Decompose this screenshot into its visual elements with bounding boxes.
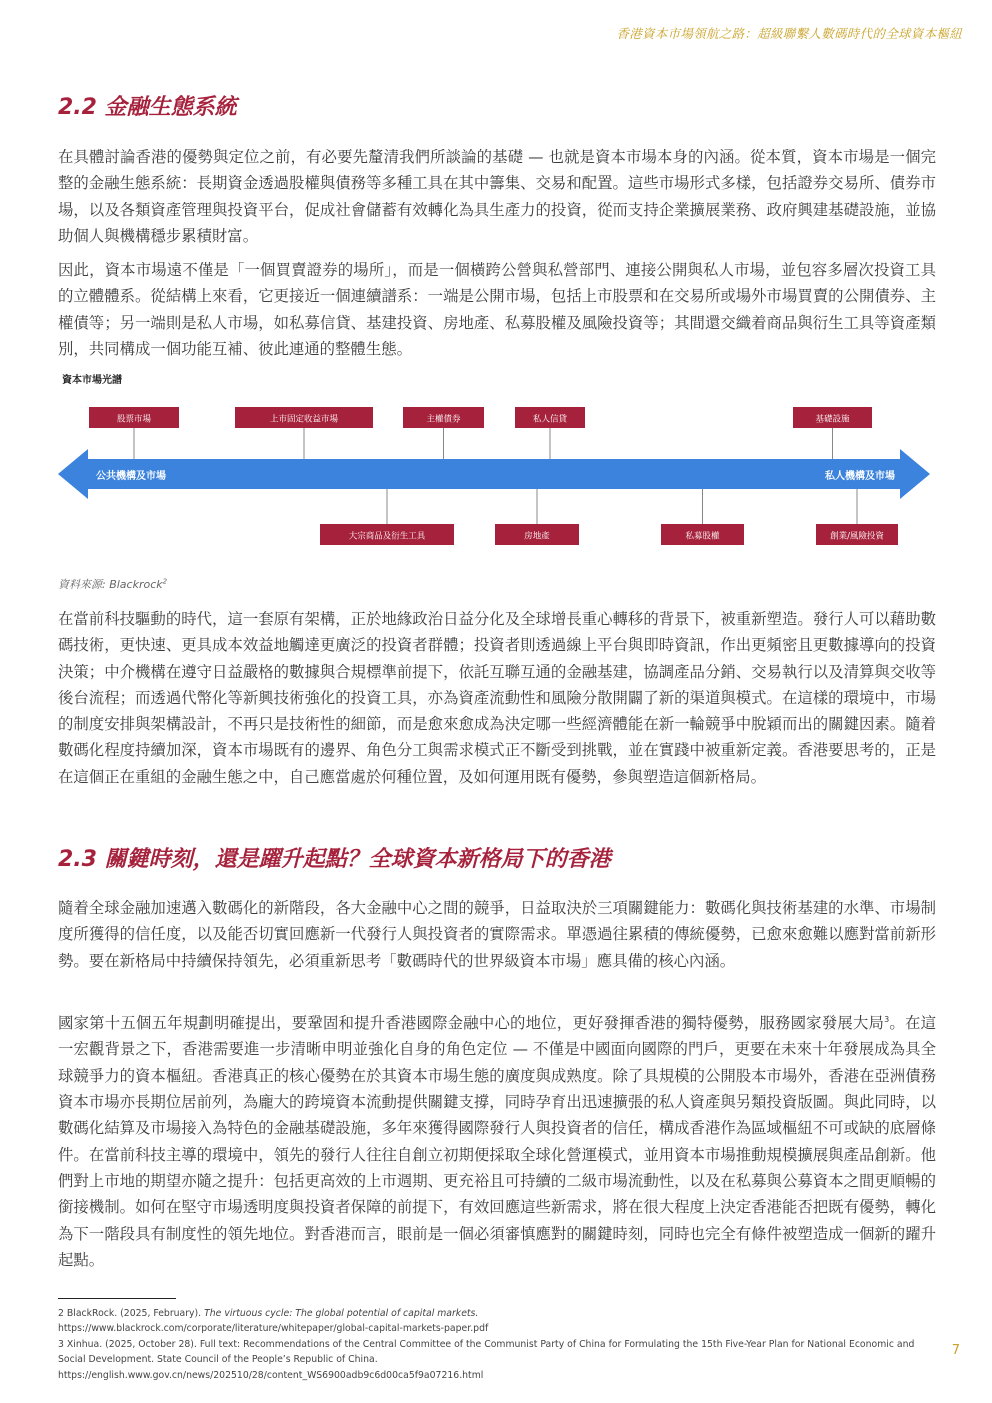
- footnote-3: 3 Xinhua. (2025, October 28). Full text: Recommendations of the Central Committee of the Communist Party of China for Formulating the 15th Five-Year Plan for National Economic and Social Development. State Council of the People’s Republic of China.: [58, 1338, 915, 1366]
- spectrum-arrow: [58, 449, 930, 499]
- spectrum-title: 資本市場光譜: [62, 375, 122, 386]
- spectrum-top-tag-label-4: 基礎設施: [815, 414, 850, 425]
- footnote-ref-3[interactable]: 3: [884, 1015, 890, 1024]
- page-number: 7: [951, 1343, 960, 1358]
- spectrum-bottom-tag-label-3: 創業/風險投資: [830, 531, 884, 542]
- spectrum-top-tag-label-0: 股票市場: [116, 414, 152, 425]
- spectrum-bottom-tag-label-1: 房地產: [524, 531, 550, 542]
- paragraph-competition: 隨着全球金融加速邁入數碼化的新階段，各大金融中心之間的競爭，日益取決於三項關鍵能力：數碼化與技術基建的水準、市場制度所獲得的信任度，以及能否切實回應新一代發行人與投資者的實際需求。單憑過往累積的傳統優勢，已愈來愈難以應對當前新形勢。要在新格局中持續保持領先，必須重新思考「數碼時代的世界級資本市場」應具備的核心內涵。: [58, 899, 936, 970]
- spectrum-left-label: 公共機構及市場: [96, 471, 166, 482]
- spectrum-top-tag-label-1: 上市固定收益市場: [269, 414, 339, 425]
- section-heading-2-3: 2.3 關鍵時刻，還是躍升起點？全球資本新格局下的香港: [58, 847, 611, 872]
- spectrum-right-label: 私人機構及市場: [825, 471, 895, 482]
- spectrum-bottom-tag-label-2: 私募股權: [685, 531, 720, 542]
- paragraph-ecosystem-intro: 在具體討論香港的優勢與定位之前，有必要先釐清我們所談論的基礎 — 也就是資本市場本身的內涵。從本質，資本市場是一個完整的金融生態系統：長期資金透過股權與債務等多種工具在其中籌集、交易和配置。這些市場形式多樣，包括證券交易所、債券市場，以及各類資產管理與投資平台，促成社會儲蓄有效轉化為具生產力的投資，從而支持企業擴展業務、政府興建基礎設施，並協助個人與機構穩步累積財富。: [58, 148, 936, 245]
- spectrum-top-tag-label-2: 主權債券: [426, 414, 461, 425]
- footnote-2-url[interactable]: https://www.blackrock.com/corporate/literature/whitepaper/global-capital-markets-paper.pdf: [58, 1323, 489, 1335]
- paragraph-five-year-plan: 國家第十五個五年規劃明確提出，要鞏固和提升香港國際金融中心的地位，更好發揮香港的獨特優勢，服務國家發展大局$^3$。在這一宏觀背景之下，香港需要進一步清晰申明並強化自身的角色定位 — 不僅是中國面向國際的門戶，更要在未來十年發展成為具全球競爭力的資本樞紐。香港真正的核心優勢在於其資本市場生態的廣度與成熟度。除了具規模的公開股本市場外，香港在亞洲債務資本市場亦長期位居前列，為龐大的跨境資本流動提供關鍵支撐，同時孕育出迅速擴張的私人資產與另類投資版圖。與此同時，以數碼化結算及市場接入為特色的金融基礎設施，多年來獲得國際發行人與投資者的信任，構成香港作為區域樞紐不可或缺的底層條件。在當前科技主導的環境中，領先的發行人往往自創立初期便採取全球化營運模式，並用資本市場推動規模擴展與產品創新。他們對上市地的期望亦隨之提升：包括更高效的上市週期、更充裕且可持續的二級市場流動性，以及在私募與公募資本之間更順暢的銜接機制。如何在堅守市場透明度與投資者保障的前提下，有效回應這些新需求，將在很大程度上決定香港能否把既有優勢，轉化為下一階段具有制度性的領先地位。對香港而言，眼前是一個必須審慎應對的關鍵時刻，同時也完全有條件被塑造成一個新的躍升起點。: [58, 1014, 936, 1269]
- chart-source: 資料來源: Blackrock$^2$: [58, 577, 168, 591]
- capital-markets-spectrum-diagram: [58, 402, 938, 552]
- paragraph-spectrum-intro: 因此，資本市場遠不僅是「一個買賣證券的場所」，而是一個橫跨公營與私營部門、連接公開與私人市場，並包容多層次投資工具的立體體系。從結構上來看，它更接近一個連續譜系：一端是公開市場，包括上市股票和在交易所或場外市場買賣的公開債券、主權債等；另一端則是私人市場，如私募信貸、基建投資、房地產、私募股權及風險投資等；其間還交織着商品與衍生工具等資產類別，共同構成一個功能互補、彼此連通的整體生態。: [58, 261, 936, 358]
- footnote-2: 2 BlackRock. (2025, February). The virtuous cycle: The global potential of capital markets.: [58, 1308, 479, 1319]
- footnote-3-url[interactable]: https://english.www.gov.cn/news/202510/28/content_WS6900adb9c6d00ca5f9a07216.html: [58, 1369, 484, 1381]
- spectrum-top-tag-label-3: 私人信貸: [532, 414, 568, 425]
- footnote-divider: [58, 1298, 176, 1299]
- paragraph-digital-reshaping: 在當前科技驅動的時代，這一套原有架構，正於地緣政治日益分化及全球增長重心轉移的背景下，被重新塑造。發行人可以藉助數碼技術，更快速、更具成本效益地觸達更廣泛的投資者群體；投資者則透過線上平台與即時資訊，作出更頻密且更數據導向的投資決策；中介機構在遵守日益嚴格的數據與合規標準前提下，依託互聯互通的金融基建，協調產品分銷、交易執行以及清算與交收等後台流程；而透過代幣化等新興技術強化的投資工具，亦為資產流動性和風險分散開闢了新的渠道與模式。在這樣的環境中，市場的制度安排與架構設計，不再只是技術性的細節，而是愈來愈成為決定哪一些經濟體能在新一輪競爭中脫穎而出的關鍵因素。隨着數碼化程度持續加深，資本市場既有的邊界、角色分工與需求模式正不斷受到挑戰，並在實踐中被重新定義。香港要思考的，正是在這個正在重組的金融生態之中，自己應當處於何種位置，及如何運用既有優勢，參與塑造這個新格局。: [58, 610, 936, 786]
- spectrum-bottom-tag-label-0: 大宗商品及衍生工具: [348, 531, 426, 542]
- running-header: 香港資本市場領航之路：超級聯繫人數碼時代的全球資本樞紐: [616, 26, 962, 41]
- section-heading-2-2: 2.2 金融生態系統: [58, 95, 237, 120]
- footnotes: [58, 1306, 938, 1383]
